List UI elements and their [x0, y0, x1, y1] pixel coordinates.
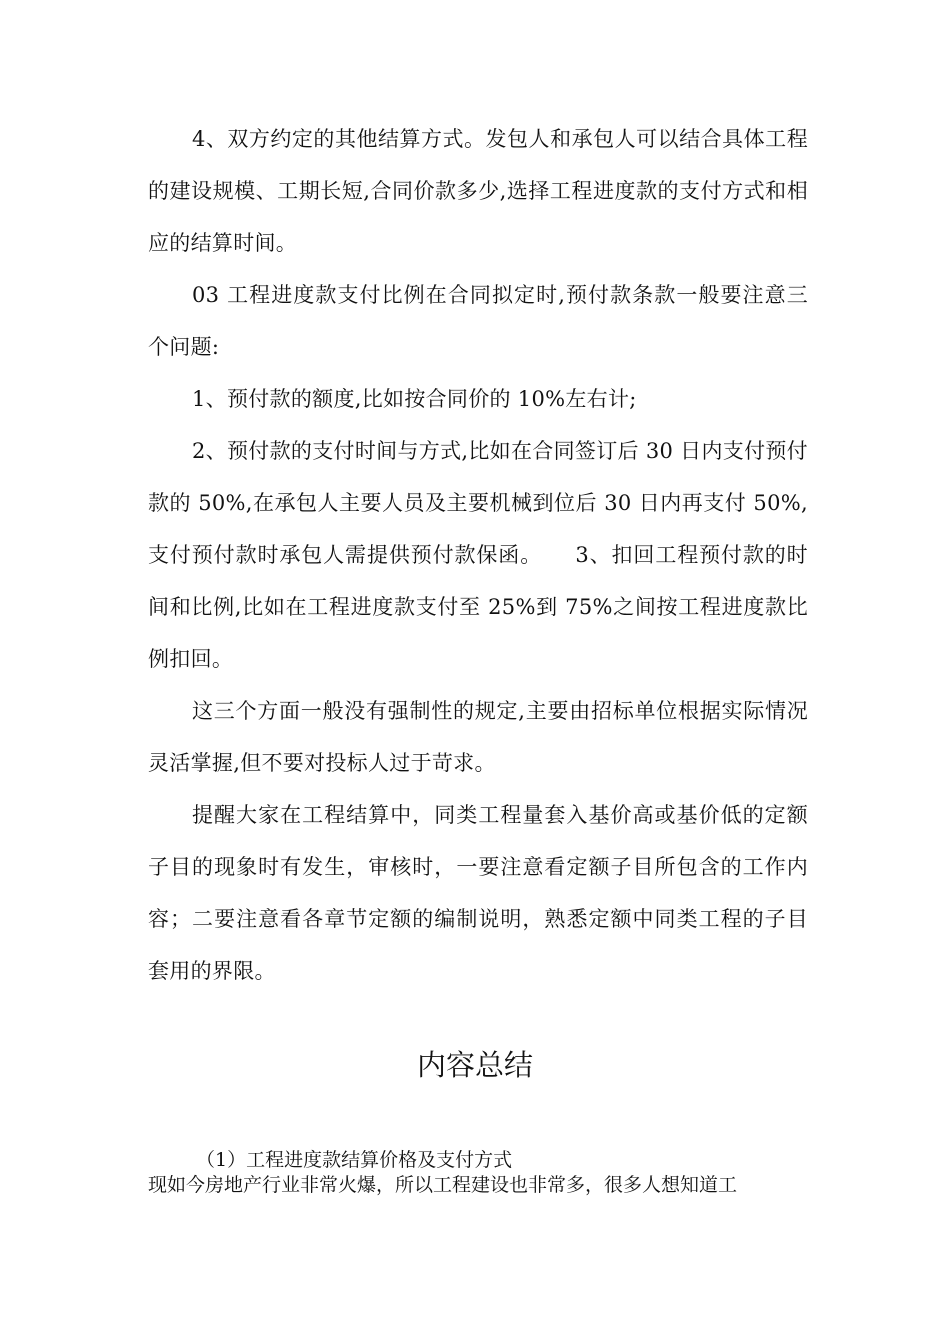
summary-text: 现如今房地产行业非常火爆，所以工程建设也非常多，很多人想知道工	[148, 1174, 738, 1196]
paragraph-reminder: 提醒大家在工程结算中，同类工程量套入基价高或基价低的定额子目的现象时有发生，审核时，一要注意看定额子目所包含的工作内容；二要注意看各章节定额的编制说明，熟悉定额中同类工程的子目套用的界限。	[148, 803, 808, 983]
paragraph-settlement-methods: 4、双方约定的其他结算方式。发包人和承包人可以结合具体工程的建设规模、工期长短,合同价款多少,选择工程进度款的支付方式和相应的结算时间。	[148, 127, 808, 255]
summary-subheading: （1）工程进度款结算价格及支付方式	[196, 1149, 513, 1171]
paragraph-advance-amount: 1、预付款的额度,比如按合同价的 10%左右计;	[192, 387, 637, 411]
paragraph-flexibility: 这三个方面一般没有强制性的规定,主要由招标单位根据实际情况灵活掌握,但不要对投标人过于苛求。	[148, 699, 808, 775]
paragraph-advance-timing: 2、预付款的支付时间与方式,比如在合同签订后 30 日内支付预付款的 50%,在承包人主要人员及主要机械到位后 30 日内再支付 50%,支付预付款时承包人需提供预付款保函。 3、扣回工程预付款的时间和比例,比如在工程进度款支付至 25%到 75%之间按工程进度款比例扣回。	[148, 439, 808, 671]
paragraph-payment-ratio: 03 工程进度款支付比例在合同拟定时,预付款条款一般要注意三个问题:	[148, 283, 808, 359]
summary-title: 内容总结	[416, 1048, 533, 1082]
body-text	[148, 113, 808, 997]
